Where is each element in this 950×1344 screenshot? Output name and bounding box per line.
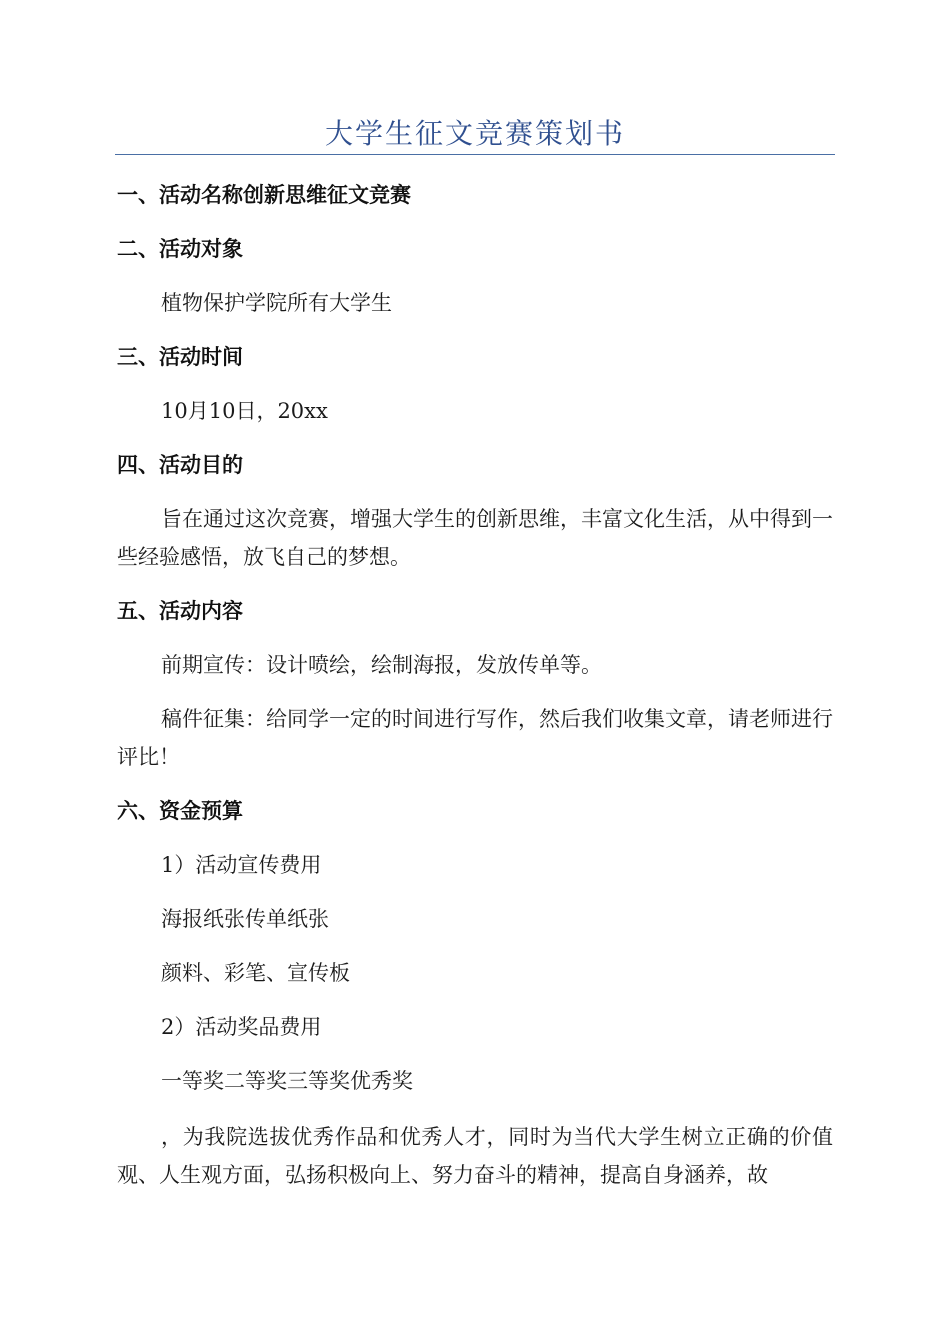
content-paragraph-collection: 稿件征集：给同学一定的时间进行写作，然后我们收集文章，请老师进行评比！ xyxy=(117,707,833,769)
section-heading-content: 五、活动内容 xyxy=(117,599,243,623)
section-heading-target: 二、活动对象 xyxy=(117,237,243,261)
budget-item: 颜料、彩笔、宣传板 xyxy=(161,961,350,985)
target-paragraph: 植物保护学院所有大学生 xyxy=(161,291,392,315)
section-heading-name: 一、活动名称创新思维征文竞赛 xyxy=(117,183,411,207)
budget-item: 海报纸张传单纸张 xyxy=(161,907,329,931)
section-heading-purpose: 四、活动目的 xyxy=(117,453,243,477)
budget-item: 2）活动奖品费用 xyxy=(161,1015,322,1039)
section-heading-budget: 六、资金预算 xyxy=(117,799,243,823)
time-paragraph: 10月10日，20xx xyxy=(161,399,328,423)
title-underline xyxy=(115,154,835,155)
section-heading-time: 三、活动时间 xyxy=(117,345,243,369)
closing-paragraph: ，为我院选拔优秀作品和优秀人才，同时为当代大学生树立正确的价值观、人生观方面，弘扬积极向上、努力奋斗的精神，提高自身涵养，故 xyxy=(117,1125,833,1187)
document-title: 大学生征文竞赛策划书 xyxy=(324,117,625,150)
budget-item: 一等奖二等奖三等奖优秀奖 xyxy=(161,1069,413,1093)
budget-item: 1）活动宣传费用 xyxy=(161,853,322,877)
content-paragraph-promotion: 前期宣传：设计喷绘，绘制海报，发放传单等。 xyxy=(161,653,602,677)
purpose-paragraph: 旨在通过这次竞赛，增强大学生的创新思维，丰富文化生活，从中得到一些经验感悟，放飞自己的梦想。 xyxy=(117,507,833,569)
